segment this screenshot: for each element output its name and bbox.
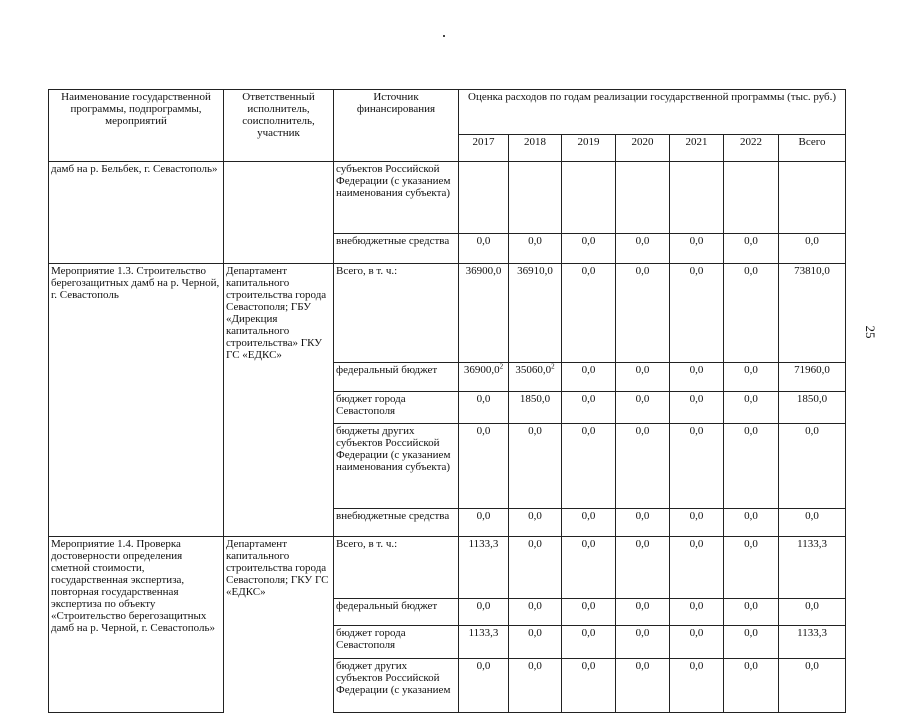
value-cell: 0,0 (724, 659, 779, 713)
value-cell: 0,0 (724, 599, 779, 626)
value-cell: 0,0 (616, 234, 670, 264)
value-cell (459, 362, 509, 391)
year-2018: 2018 (509, 135, 562, 162)
value-cell: 0,0 (509, 508, 562, 536)
m14-name: Мероприятие 1.4. Проверка достоверности определения сметной стоимости, государственная экспертиза, повторная государственная экспертиза по объекту «Строительство берегозащитных дамб на р. Черной, г. Севастополь» (49, 536, 224, 713)
value-text: 35060,0 (515, 363, 552, 376)
value-cell: 71960,0 (779, 362, 846, 391)
value-cell: 0,0 (670, 626, 724, 659)
value-cell: 0,0 (724, 391, 779, 423)
value-cell: 0,0 (562, 599, 616, 626)
value-cell: 0,0 (779, 423, 846, 508)
value-cell: 0,0 (509, 423, 562, 508)
value-cell (562, 162, 616, 234)
value-cell: 0,0 (562, 391, 616, 423)
value-cell: 0,0 (616, 362, 670, 391)
cont-name: дамб на р. Бельбек, г. Севастополь» (49, 162, 224, 264)
source-cell: бюджет города Севастополя (334, 391, 459, 423)
value-cell: 0,0 (562, 626, 616, 659)
header-responsible: Ответственный исполнитель, соисполнитель, участник (224, 90, 334, 162)
m13-responsible: Департамент капитального строительства города Севастополя; ГБУ «Дирекция капитального строительства» ГКУ ГС «ЕДКС» (224, 264, 334, 363)
value-cell: 0,0 (670, 599, 724, 626)
value-cell: 0,0 (616, 599, 670, 626)
value-cell: 0,0 (670, 659, 724, 713)
value-cell: 0,0 (724, 362, 779, 391)
source-cell: бюджеты других субъектов Российской Федерации (с указанием наименования субъекта) (334, 423, 459, 508)
value-cell: 0,0 (459, 423, 509, 508)
year-2022: 2022 (724, 135, 779, 162)
value-cell: 0,0 (509, 536, 562, 599)
year-2017: 2017 (459, 135, 509, 162)
value-cell: 0,0 (724, 234, 779, 264)
value-cell: 0,0 (562, 234, 616, 264)
value-cell: 0,0 (509, 234, 562, 264)
value-cell (509, 162, 562, 234)
value-cell: 0,0 (616, 536, 670, 599)
source-cell: внебюджетные средства (334, 234, 459, 264)
value-cell: 0,0 (779, 599, 846, 626)
value-cell: 1850,0 (779, 391, 846, 423)
table-row (49, 162, 846, 234)
value-cell: 0,0 (562, 659, 616, 713)
year-total: Всего (779, 135, 846, 162)
value-cell (616, 162, 670, 234)
value-text: 36900,0 (463, 363, 500, 376)
value-cell: 0,0 (616, 423, 670, 508)
source-cell: бюджет других субъектов Российской Федерации (с указанием (334, 659, 459, 713)
source-cell: Всего, в т. ч.: (334, 264, 459, 363)
value-cell: 0,0 (459, 508, 509, 536)
table-row (49, 264, 846, 363)
value-cell: 0,0 (459, 659, 509, 713)
header-name: Наименование государственной программы, подпрограммы, мероприятий (49, 90, 224, 162)
value-cell: 0,0 (562, 536, 616, 599)
header-source: Источник финансирования (334, 90, 459, 162)
header-estimate: Оценка расходов по годам реализации государственной программы (тыс. руб.) (459, 90, 846, 135)
value-cell (670, 162, 724, 234)
value-cell: 1133,3 (779, 536, 846, 599)
m13-name: Мероприятие 1.3. Строительство берегозащитных дамб на р. Черной, г. Севастополь (49, 264, 224, 537)
m14-responsible-continued (224, 599, 334, 713)
value-cell: 0,0 (562, 508, 616, 536)
value-cell: 0,0 (509, 626, 562, 659)
table-row (49, 536, 846, 599)
value-cell: 0,0 (670, 423, 724, 508)
value-cell: 0,0 (779, 659, 846, 713)
source-cell: федеральный бюджет (334, 599, 459, 626)
value-cell: 0,0 (670, 234, 724, 264)
value-cell: 0,0 (670, 391, 724, 423)
value-cell (779, 162, 846, 234)
value-cell: 1133,3 (459, 536, 509, 599)
value-cell: 0,0 (670, 362, 724, 391)
year-2019: 2019 (562, 135, 616, 162)
scan-speck (443, 35, 445, 37)
value-cell: 0,0 (616, 626, 670, 659)
value-cell: 0,0 (562, 264, 616, 363)
value-cell: 0,0 (509, 599, 562, 626)
m14-responsible: Департамент капитального строительства города Севастополя; ГКУ ГС «ЕДКС» (224, 536, 334, 599)
year-2020: 2020 (616, 135, 670, 162)
value-cell: 0,0 (724, 508, 779, 536)
source-cell: бюджет города Севастополя (334, 626, 459, 659)
value-cell: 0,0 (724, 536, 779, 599)
source-cell: федеральный бюджет (334, 362, 459, 391)
value-cell: 0,0 (724, 626, 779, 659)
value-cell (509, 362, 562, 391)
value-cell: 0,0 (779, 508, 846, 536)
value-cell: 0,0 (562, 362, 616, 391)
cont-responsible (224, 162, 334, 264)
value-cell: 0,0 (616, 391, 670, 423)
value-cell: 0,0 (670, 264, 724, 363)
header-row (49, 90, 846, 135)
source-cell: субъектов Российской Федерации (с указанием наименования субъекта) (334, 162, 459, 234)
value-cell: 0,0 (459, 599, 509, 626)
footnote-mark: 2 (551, 362, 555, 370)
year-2021: 2021 (670, 135, 724, 162)
value-cell: 0,0 (724, 264, 779, 363)
value-cell: 1133,3 (459, 626, 509, 659)
value-cell: 0,0 (670, 536, 724, 599)
value-cell: 0,0 (459, 391, 509, 423)
value-cell (459, 162, 509, 234)
value-cell: 0,0 (724, 423, 779, 508)
value-cell: 36900,0 (459, 264, 509, 363)
value-cell: 36910,0 (509, 264, 562, 363)
value-cell: 0,0 (616, 264, 670, 363)
value-cell: 1133,3 (779, 626, 846, 659)
source-cell: Всего, в т. ч.: (334, 536, 459, 599)
m13-responsible-continued (224, 362, 334, 536)
value-cell: 0,0 (616, 508, 670, 536)
value-cell: 0,0 (616, 659, 670, 713)
source-cell: внебюджетные средства (334, 508, 459, 536)
value-cell: 1850,0 (509, 391, 562, 423)
value-cell (724, 162, 779, 234)
value-cell: 0,0 (779, 234, 846, 264)
footnote-mark: 2 (499, 362, 504, 370)
value-cell: 0,0 (670, 508, 724, 536)
value-cell: 0,0 (459, 234, 509, 264)
value-cell: 0,0 (509, 659, 562, 713)
value-cell: 0,0 (562, 423, 616, 508)
page-number: 25 (863, 325, 878, 339)
value-cell: 73810,0 (779, 264, 846, 363)
budget-table (48, 89, 846, 713)
